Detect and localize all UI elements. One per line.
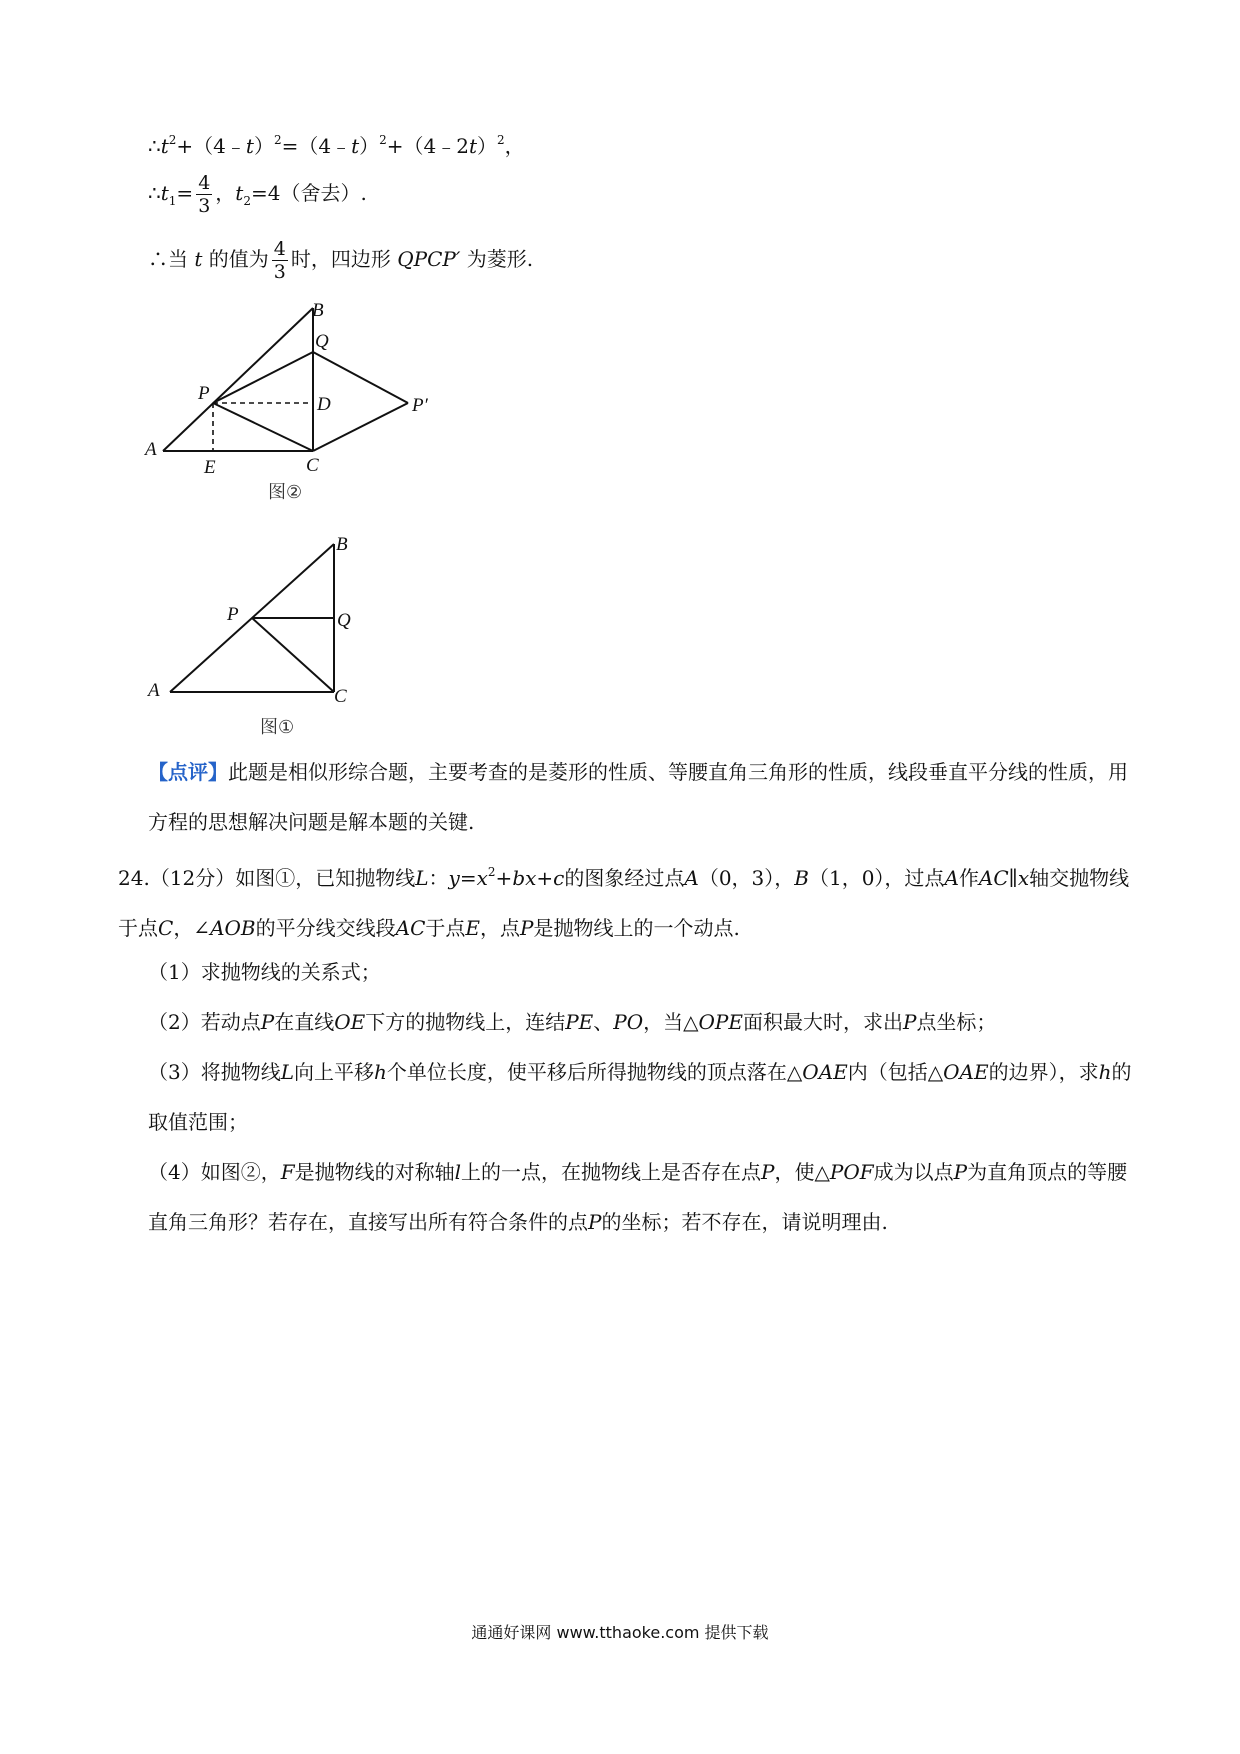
part-4: （4）如图②，F是抛物线的对称轴l上的一点，在抛物线上是否存在点P，使△POF成为以点P为直角顶点的等腰直角三角形？若存在，直接写出所有符合条件的点P的坐标；若不存在，请说明理由. <box>148 1160 1128 1234</box>
figure-2-caption: 图② <box>268 482 303 503</box>
fraction: $\frac{4}{3}$ <box>273 238 286 283</box>
label-C: C <box>334 686 347 707</box>
label-E: E <box>204 457 216 478</box>
label-B: B <box>312 300 324 321</box>
part-1: （1）求抛物线的关系式； <box>148 960 381 984</box>
segment-PQ <box>213 352 313 403</box>
footer-text: 通通好课网 www.tthaoke.com 提供下载 <box>471 1623 769 1642</box>
figure-1-caption: 图① <box>260 717 295 738</box>
fraction: $\frac{4}{3}$ <box>198 172 211 217</box>
part-3: （3）将抛物线L向上平移h个单位长度，使平移后所得抛物线的顶点落在△OAE内（包括△OAE的边界），求h的取值范围； <box>148 1060 1132 1134</box>
comment-paragraph: 【点评】此题是相似形综合题，主要考查的是菱形的性质、等腰直角三角形的性质，线段垂直平分线的性质，用方程的思想解决问题是解本题的关键. <box>148 760 1128 834</box>
label-B: B <box>336 534 348 555</box>
label-A: A <box>145 439 157 460</box>
label-A: A <box>148 680 160 701</box>
equation-line-2: $\therefore t_1=$ $\frac{4}{3}$ ，$t_2=4$（舍去）. <box>148 172 367 217</box>
segment-AB <box>163 308 313 451</box>
problem-24-stem: 24.（12分）如图①，已知抛物线L：$y=x^2+bx+c$的图象经过点A（0，3），B（1，0），过点A作AC∥x轴交抛物线于点C，∠AOB的平分线交线段AC于点E，点P是抛物线上的一个动点. <box>118 865 1130 940</box>
segment-PC <box>252 618 334 692</box>
label-Q: Q <box>337 610 351 631</box>
label-P: P <box>227 604 239 625</box>
label-Q: Q <box>315 331 329 352</box>
label-P: P <box>198 383 210 404</box>
part-2: （2）若动点P在直线OE下方的抛物线上，连结PE、PO，当△OPE面积最大时，求出P点坐标； <box>148 1010 997 1034</box>
segment-PC <box>213 403 313 451</box>
figure-1-diagram <box>140 520 390 750</box>
comment-tag: 【点评】 <box>148 760 228 784</box>
label-D: D <box>317 394 331 415</box>
equation-line-1: $\therefore t^2+(4﹣t)^2=(4﹣t)^2+(4﹣2t)^2$， <box>148 133 525 158</box>
figure-2-diagram <box>140 290 460 510</box>
label-C: C <box>306 455 319 476</box>
label-P-prime: P′ <box>412 395 428 416</box>
conclusion-line: ∴当 t 的值为 $\frac{4}{3}$ 时，四边形 QPCP′ 为菱形. <box>148 238 534 283</box>
